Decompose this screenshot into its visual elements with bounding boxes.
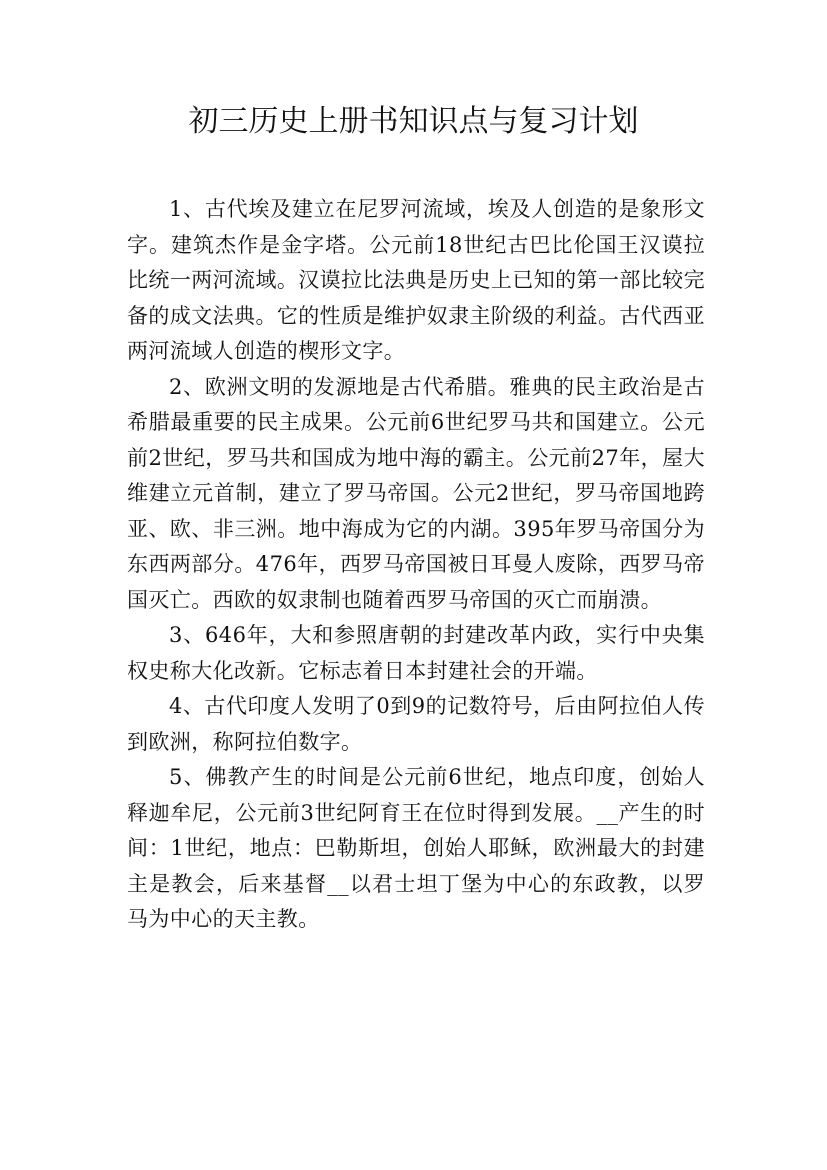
document-title: 初三历史上册书知识点与复习计划: [188, 104, 639, 139]
document-body: [127, 192, 705, 938]
paragraph-3: 3、646年，大和参照唐朝的封建改革内政，实行中央集权史称大化改新。它标志着日本封建社会的开端。: [127, 623, 705, 683]
paragraph-5: 5、佛教产生的时间是公元前6世纪，地点印度，创始人释迦牟尼，公元前3世纪阿育王在位时得到发展。__产生的时间：1世纪，地点：巴勒斯坦，创始人耶稣，欧洲最大的封建主是教会，后来基督__以君士坦丁堡为中心的东政教，以罗马为中心的天主教。: [127, 765, 705, 931]
paragraph-1: 1、古代埃及建立在尼罗河流域，埃及人创造的是象形文字。建筑杰作是金字塔。公元前18世纪古巴比伦国王汉谟拉比统一两河流域。汉谟拉比法典是历史上已知的第一部比较完备的成文法典。它的性质是维护奴隶主阶级的利益。古代西亚两河流域人创造的楔形文字。: [127, 197, 705, 363]
paragraph-4: 4、古代印度人发明了0到9的记数符号，后由阿拉伯人传到欧洲，称阿拉伯数字。: [127, 694, 705, 754]
paragraph-2: 2、欧洲文明的发源地是古代希腊。雅典的民主政治是古希腊最重要的民主成果。公元前6世纪罗马共和国建立。公元前2世纪，罗马共和国成为地中海的霸主。公元前27年，屋大维建立元首制，建立了罗马帝国。公元2世纪，罗马帝国地跨亚、欧、非三洲。地中海成为它的内湖。395年罗马帝国分为东西两部分。476年，西罗马帝国被日耳曼人废除，西罗马帝国灭亡。西欧的奴隶制也随着西罗马帝国的灭亡而崩溃。: [127, 374, 705, 612]
